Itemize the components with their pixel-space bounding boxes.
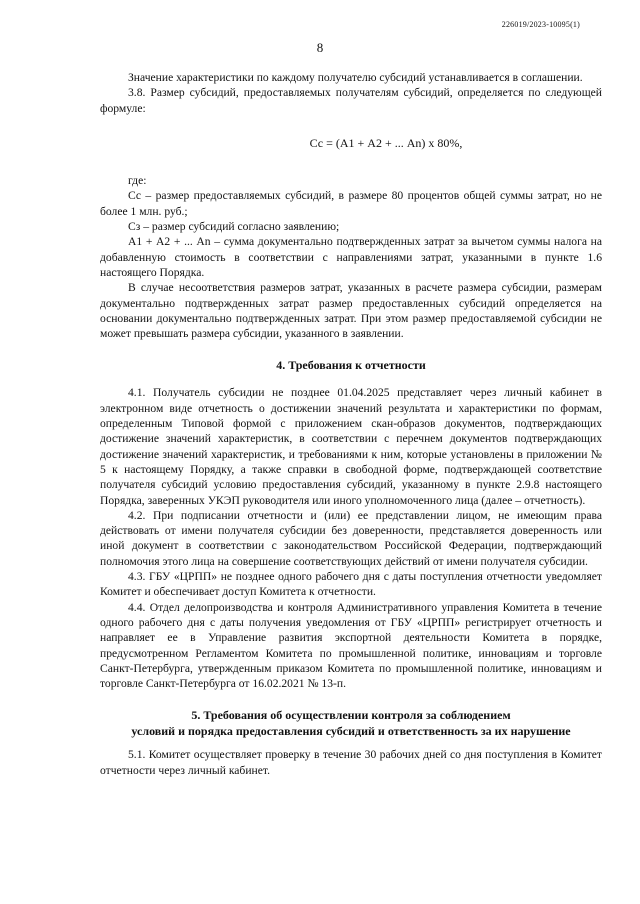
where-label: где:	[128, 174, 147, 188]
section-5-title-line1: 5. Требования об осуществлении контроля за соблюдением	[191, 708, 511, 723]
definition-cc: Сс – размер предоставляемых субсидий, в размере 80 процентов общей суммы затрат, но не более 1 млн. руб.;	[100, 189, 602, 218]
document-number: 226019/2023-10095(1)	[501, 20, 580, 29]
paragraph-4-2: 4.2. При подписании отчетности и (или) ее представлении лицом, не имеющим права действовать от имени получателя субсидии без доверенности, представляется доверенность или иной документ в соответствии с законодательством Российской Федерации, подтверждающий полномочия этого лица на совершение соответствующих действий от имени получателя субсидии.	[100, 508, 602, 568]
paragraph-mismatch: В случае несоответствия размеров затрат, указанных в расчете размера субсидии, размерам документально подтвержденных затрат размер предоставленных субсидий определяется на основании документально подтвержденных затрат. При этом размер предоставляемой субсидии не может превышать размера субсидии, указанного в заявлении.	[100, 281, 602, 341]
document-body	[100, 70, 602, 778]
paragraph-5-1: 5.1. Комитет осуществляет проверку в течение 30 рабочих дней со дня поступления в Комитет отчетности через личный кабинет.	[100, 748, 602, 777]
section-4-title: 4. Требования к отчетности	[276, 358, 426, 373]
paragraph-3-8: 3.8. Размер субсидий, предоставляемых получателям субсидий, определяется по следующей формуле:	[100, 86, 602, 115]
page-number: 8	[316, 40, 324, 55]
paragraph-4-4: 4.4. Отдел делопроизводства и контроля Административного управления Комитета в течение одного рабочего дня с даты получения уведомления от ГБУ «ЦРПП» регистрирует отчетность и направляет ее в Управление развития экспортной деятельности Комитета в порядке, предусмотренном Регламентом Комитета по промышленной политике, инновациям и торговле Санкт-Петербурга, утвержденным приказом Комитета по промышленной политике, инновациям и торговле Санкт-Петербурга от 16.02.2021 № 13-п.	[100, 600, 602, 691]
section-5-title-line2: условий и порядка предоставления субсидий и ответственность за их нарушение	[131, 724, 571, 739]
definition-cz: Сз – размер субсидий согласно заявлению;	[128, 220, 340, 234]
section-5-title	[100, 707, 602, 739]
paragraph-4-3: 4.3. ГБУ «ЦРПП» не позднее одного рабочего дня с даты поступления отчетности уведомляет Комитет и обеспечивает доступ Комитета к отчетности.	[100, 570, 602, 599]
subsidy-formula: Сс = (А1 + А2 + ... Аn) х 80%,	[309, 135, 463, 150]
paragraph-4-1: 4.1. Получатель субсидии не позднее 01.04.2025 представляет через личный кабинет в электронном виде отчетность о достижении значений результата и характеристики по формам, определенным Типовой формой с приложением скан-образов документов, подтверждающих достижение значений характеристик, в соответствии с перечнем документов подтверждающих достижение значений характеристик, и требованиями к ним, которые установлены в приложении № 5 к настоящему Порядку, а также справки в свободной форме, подтверждающей соответствие получателя субсидий условию предоставления субсидий, указанному в пункте 2.9.8 настоящего Порядка, заверенных УКЭП руководителя или иного уполномоченного лица (далее – отчетность).	[100, 386, 602, 507]
paragraph-agreement: Значение характеристики по каждому получателю субсидий устанавливается в соглашении.	[128, 71, 583, 84]
definition-a: А1 + А2 + ... Аn – сумма документально подтвержденных затрат за вычетом суммы налога на добавленную стоимость в соответствии с направлениями затрат, указанными в пункте 1.6 настоящего Порядка.	[100, 235, 602, 279]
